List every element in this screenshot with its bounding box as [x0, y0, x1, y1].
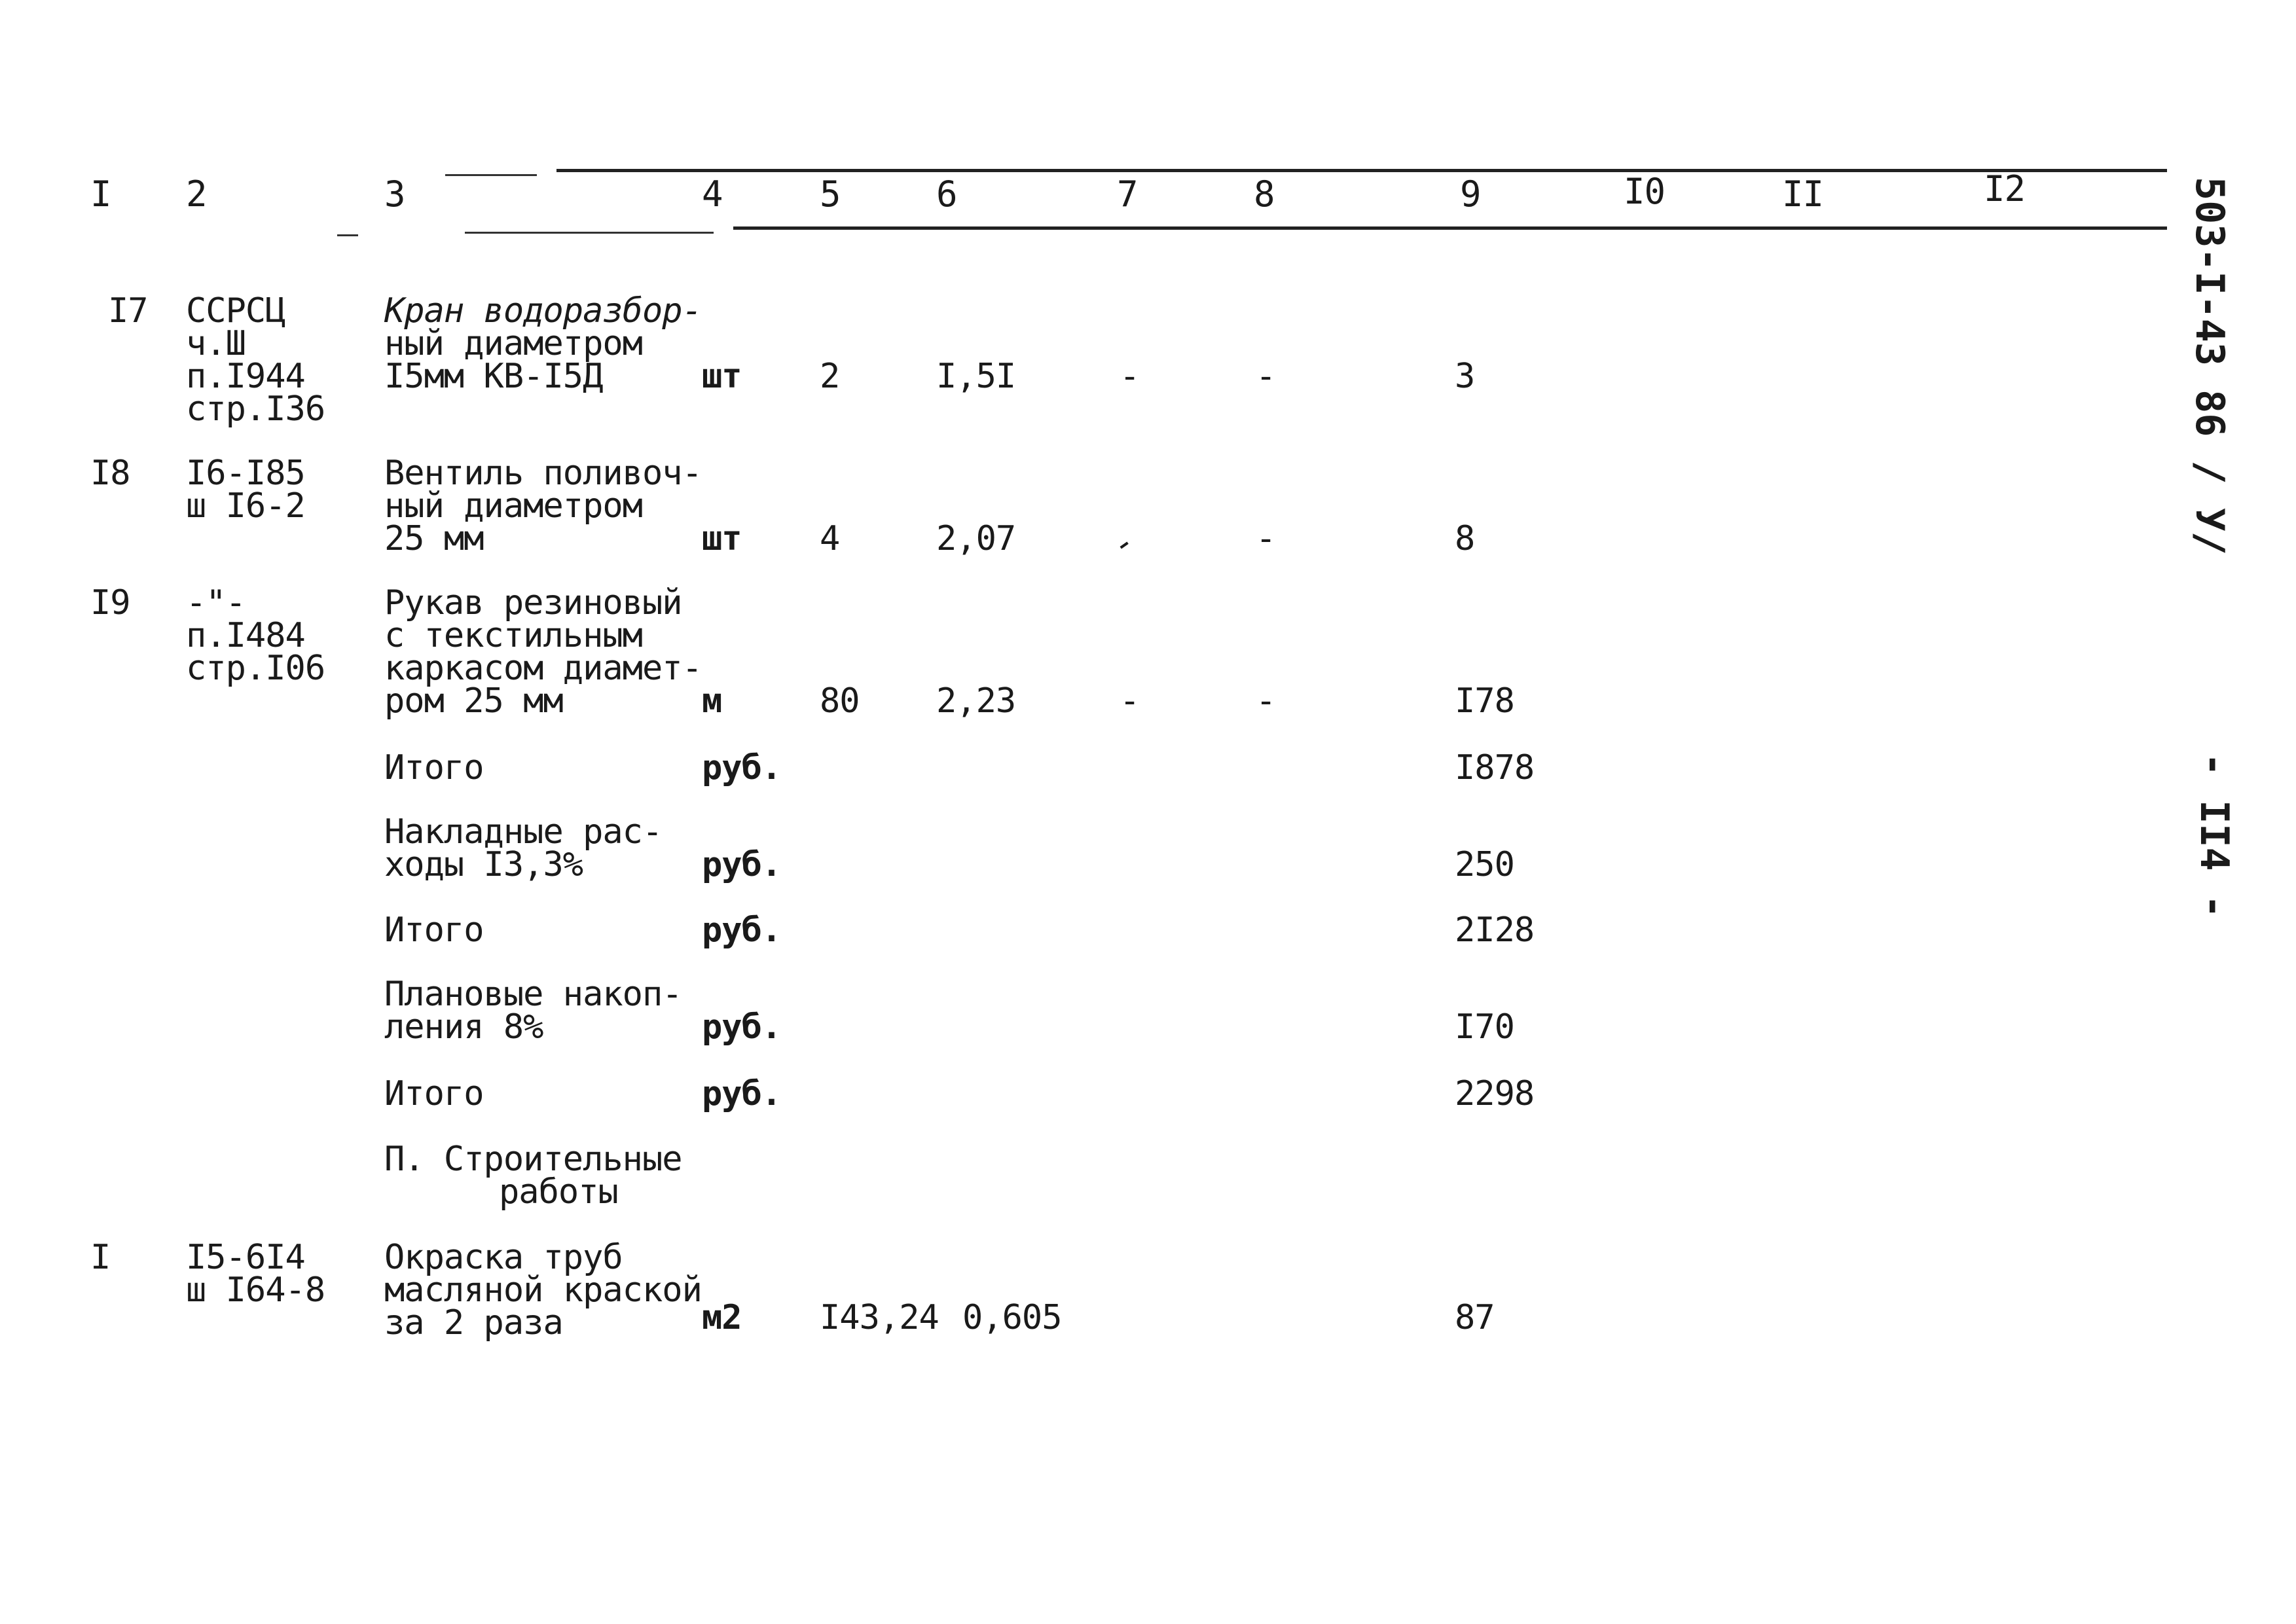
- row-17-col7: -: [1120, 357, 1140, 396]
- section-row-1-price: 0,605: [962, 1298, 1062, 1337]
- row-17-col8: -: [1256, 357, 1276, 396]
- header-col-8: 8: [1254, 173, 1275, 215]
- header-col-4: 4: [702, 173, 723, 215]
- row-17-total: 3: [1455, 357, 1475, 396]
- header-bottom-rule-tick: [337, 234, 358, 236]
- row-18-code-1: I6-I85: [186, 454, 305, 493]
- row-19-code-1: -"-: [186, 583, 246, 623]
- header-col-12: I2: [1984, 168, 2026, 209]
- row-19-qty: 80: [820, 681, 860, 721]
- header-col-10: I0: [1624, 171, 1666, 212]
- row-19-unit: м: [702, 681, 722, 721]
- header-col-3: 3: [384, 173, 405, 215]
- header-bottom-rule-left: [465, 232, 714, 234]
- header-col-7: 7: [1117, 173, 1138, 215]
- row-17-price: I,5I: [936, 357, 1016, 396]
- summary-3-label: Итого: [384, 911, 484, 950]
- summary-2-label-2: ходы I3,3%: [384, 845, 583, 884]
- summary-3-unit: руб.: [702, 911, 782, 950]
- section-heading-2: работы: [499, 1172, 618, 1212]
- summary-2-label-1: Накладные рас-: [384, 812, 663, 852]
- section-row-1-unit: м2: [702, 1298, 742, 1337]
- header-top-rule: [556, 169, 2167, 172]
- header-col-11: II: [1782, 173, 1824, 215]
- row-17-qty: 2: [820, 357, 840, 396]
- section-row-1-total: 87: [1455, 1298, 1495, 1337]
- row-19-code-3: стр.I06: [186, 649, 325, 688]
- header-col-9: 9: [1460, 173, 1481, 215]
- row-17-desc-1: Кран водоразбор-: [384, 291, 702, 331]
- summary-4-label-1: Плановые накоп-: [384, 975, 682, 1014]
- section-row-1-desc-1: Окраска труб: [384, 1238, 623, 1277]
- header-col-5: 5: [820, 173, 841, 215]
- row-19-price: 2,23: [936, 681, 1016, 721]
- row-19-col8: -: [1256, 681, 1276, 721]
- header-col-2: 2: [186, 173, 207, 215]
- header-bottom-rule: [733, 226, 2167, 230]
- row-19-code-2: п.I484: [186, 616, 305, 655]
- header-col-6: 6: [936, 173, 957, 215]
- row-19-desc-4: ром 25 мм: [384, 681, 563, 721]
- row-18-desc-2: ный диаметром: [384, 486, 642, 526]
- row-19-desc-3: каркасом диамет-: [384, 649, 702, 688]
- row-17-unit: шт: [702, 357, 742, 396]
- row-18-col7: -: [1103, 522, 1142, 566]
- page-number-vertical: - II4 -: [2191, 753, 2237, 918]
- row-17-code-1: ССРСЦ: [186, 291, 285, 331]
- header-top-rule-dash: [445, 174, 537, 176]
- row-19-col7: -: [1120, 681, 1140, 721]
- summary-5-unit: руб.: [702, 1074, 782, 1113]
- summary-4-unit: руб.: [702, 1007, 782, 1047]
- row-19-desc-1: Рукав резиновый: [384, 583, 682, 623]
- summary-4-label-2: ления 8%: [384, 1007, 543, 1047]
- summary-1-label: Итого: [384, 748, 484, 787]
- row-18-qty: 4: [820, 519, 840, 558]
- section-row-1-desc-3: за 2 раза: [384, 1303, 563, 1343]
- section-row-1-qty: I43,24: [820, 1298, 939, 1337]
- section-row-1-code-1: I5-6I4: [186, 1238, 305, 1277]
- row-18-col8: -: [1256, 519, 1276, 558]
- row-17-code-3: п.I944: [186, 357, 305, 396]
- row-17-desc-3: I5мм КВ-I5Д: [384, 357, 603, 396]
- row-17-num: I7: [108, 291, 148, 331]
- row-17-code-4: стр.I36: [186, 389, 325, 429]
- row-18-price: 2,07: [936, 519, 1016, 558]
- summary-1-unit: руб.: [702, 748, 782, 787]
- summary-2-total: 250: [1455, 845, 1514, 884]
- summary-3-total: 2I28: [1455, 911, 1535, 950]
- section-row-1-num: I: [90, 1238, 111, 1277]
- row-18-total: 8: [1455, 519, 1475, 558]
- row-17-desc-2: ный диаметром: [384, 324, 642, 363]
- summary-2-unit: руб.: [702, 845, 782, 884]
- row-18-num: I8: [90, 454, 130, 493]
- summary-1-total: I878: [1455, 748, 1535, 787]
- document-code-vertical: 503-I-43 86 / У/: [2187, 177, 2232, 555]
- row-18-unit: шт: [702, 519, 742, 558]
- summary-4-total: I70: [1455, 1007, 1514, 1047]
- summary-5-total: 2298: [1455, 1074, 1535, 1113]
- section-heading-1: П. Строительные: [384, 1140, 682, 1179]
- row-18-desc-3: 25 мм: [384, 519, 484, 558]
- section-row-1-code-2: ш I64-8: [186, 1271, 325, 1310]
- row-19-total: I78: [1455, 681, 1514, 721]
- row-17-code-2: ч.Ш: [186, 324, 246, 363]
- row-19-desc-2: с текстильным: [384, 616, 642, 655]
- row-19-num: I9: [90, 583, 130, 623]
- summary-5-label: Итого: [384, 1074, 484, 1113]
- row-18-code-2: ш I6-2: [186, 486, 305, 526]
- header-col-1: I: [90, 173, 111, 215]
- section-row-1-desc-2: масляной краской: [384, 1271, 702, 1310]
- row-18-desc-1: Вентиль поливоч-: [384, 454, 702, 493]
